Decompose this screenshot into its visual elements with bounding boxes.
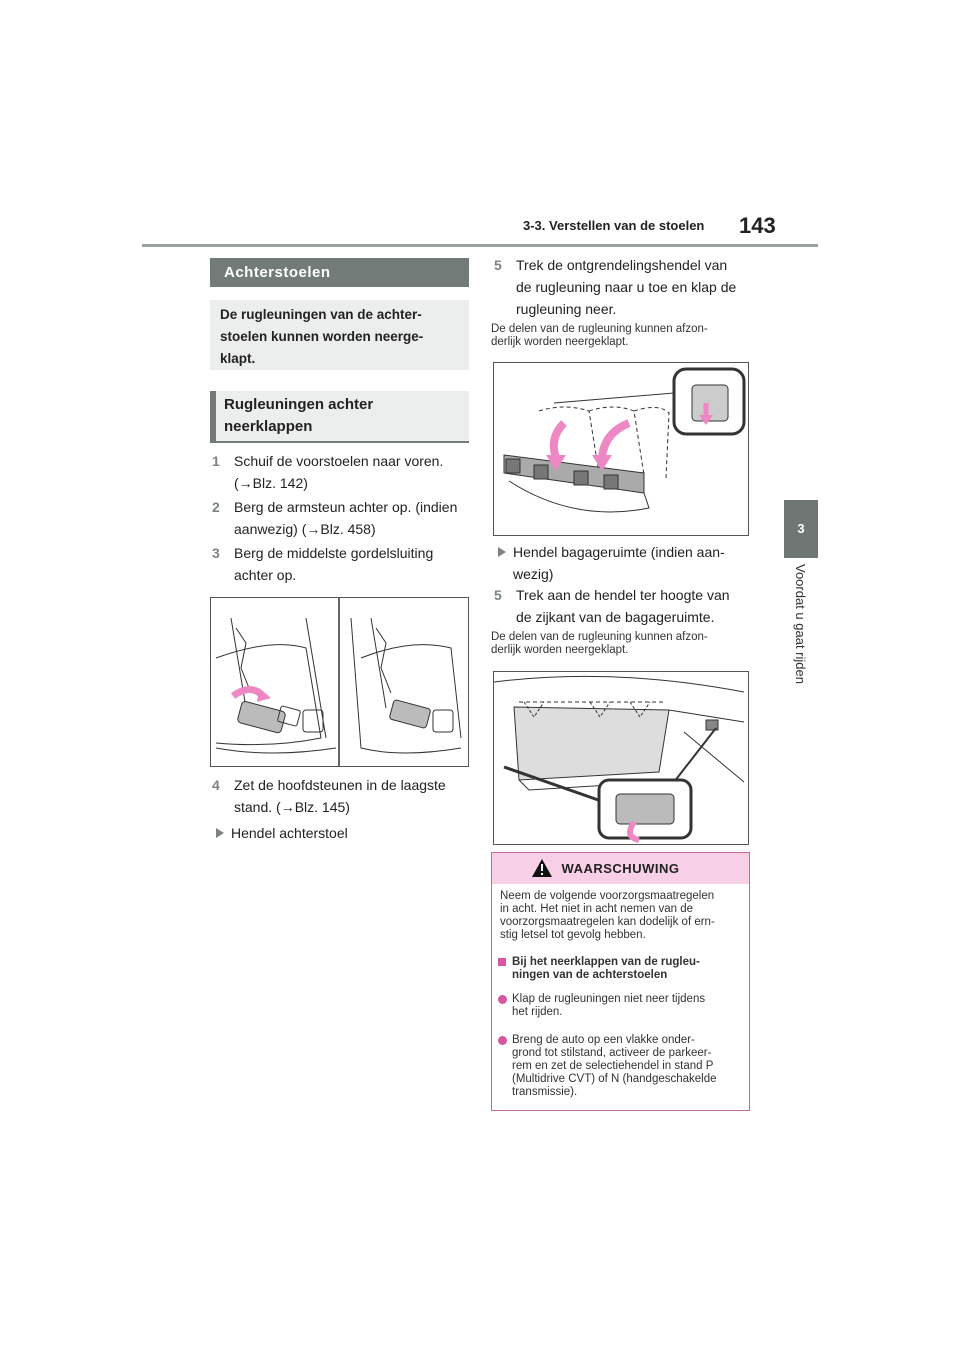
lead-line: stoelen kunnen worden neerge- [220, 329, 424, 344]
subheading [210, 391, 469, 443]
figure-seatbelt-buckle [210, 597, 469, 767]
step-number: 3 [212, 545, 220, 561]
note-text: De delen van de rugleuning kunnen afzon- [491, 323, 708, 335]
step-2 [212, 496, 472, 542]
step-number: 4 [212, 777, 220, 793]
step-text: Schuif de voorstoelen naar voren. [234, 453, 444, 469]
step-text: achter op. [234, 567, 297, 583]
note-text: derlijk worden neergeklapt. [491, 336, 629, 348]
bullet-rear-seat-lever [212, 822, 472, 844]
page-number: 143 [739, 213, 776, 238]
step-5a [494, 254, 754, 322]
square-bullet-icon [498, 958, 506, 966]
warning-intro-line: voorzorgsmaatregelen kan dodelijk of ern- [500, 916, 715, 928]
step-number: 1 [212, 453, 220, 469]
bullet-luggage-lever [494, 541, 754, 585]
step-number: 2 [212, 499, 220, 515]
warning-heading-line: Bij het neerklappen van de rugleu- [512, 956, 700, 968]
step-text: Trek aan de hendel ter hoogte van [516, 587, 730, 603]
chapter-label: Voordat u gaat rijden [793, 564, 808, 684]
step-text: Berg de armsteun achter op. (indien [234, 499, 458, 515]
step-number: 5 [494, 257, 502, 273]
step-4 [212, 774, 472, 820]
lead-box [210, 300, 469, 370]
note-text: De delen van de rugleuning kunnen afzon- [491, 631, 708, 643]
warning-item-line: grond tot stilstand, activeer de parkeer- [512, 1047, 712, 1059]
step-1 [212, 450, 472, 496]
warning-intro-line: Neem de volgende voorzorgsmaatregelen [500, 890, 715, 902]
warning-item-line: (Multidrive CVT) of N (handgeschakelde [512, 1073, 717, 1085]
section-title: Achterstoelen [210, 258, 469, 287]
warning-item-line: rem en zet de selectiehendel in stand P [512, 1060, 714, 1072]
seatbelt-illustration [211, 598, 468, 766]
step-text: Trek de ontgrendelingshendel van [516, 257, 728, 273]
luggage-illustration [494, 672, 748, 844]
dot-bullet-icon [498, 1036, 507, 1045]
triangle-bullet-icon [216, 828, 224, 838]
warning-heading [498, 956, 746, 982]
lead-line: De rugleuningen van de achter- [220, 307, 422, 322]
triangle-bullet-icon [498, 547, 506, 557]
bullet-text: Hendel bagageruimte (indien aan- [513, 544, 725, 560]
header-rule [142, 244, 818, 247]
step-3 [212, 542, 472, 588]
seat-fold-illustration [494, 363, 748, 535]
step-text: Berg de middelste gordelsluiting [234, 545, 434, 561]
step-text: de rugleuning naar u toe en klap de [516, 279, 737, 295]
figure-luggage-lever [493, 671, 749, 845]
step-text: stand. (→Blz. 145) [234, 799, 350, 815]
warning-title: WAARSCHUWING [561, 861, 680, 876]
warning-item [498, 993, 746, 1019]
warning-item-line: transmissie). [512, 1086, 578, 1098]
step-5b [494, 584, 754, 630]
subheading-line: Rugleuningen achter [224, 396, 374, 413]
step-text: (→Blz. 142) [234, 475, 308, 491]
chapter-tab: 3 [784, 500, 818, 558]
note-1 [491, 323, 753, 349]
note-text: derlijk worden neergeklapt. [491, 644, 629, 656]
warning-intro-line: in acht. Het niet in acht nemen van de [500, 903, 694, 915]
section-header: 3-3. Verstellen van de stoelen [523, 218, 705, 233]
step-text: aanwezig) (→Blz. 458) [234, 521, 376, 537]
warning-header [492, 853, 749, 884]
warning-triangle-icon [532, 859, 552, 877]
warning-intro-line: stig letsel tot gevolg hebben. [500, 929, 646, 941]
figure-rear-seat-fold [493, 362, 749, 536]
warning-intro [500, 890, 746, 942]
bullet-text: Hendel achterstoel [231, 825, 348, 841]
bullet-text: wezig) [513, 566, 554, 582]
note-2 [491, 631, 753, 657]
warning-item-line: Klap de rugleuningen niet neer tijdens [512, 993, 706, 1005]
step-text: Zet de hoofdsteunen in de laagste [234, 777, 446, 793]
subheading-line: neerklappen [224, 418, 313, 435]
warning-heading-line: ningen van de achterstoelen [512, 969, 668, 981]
warning-item-line: het rijden. [512, 1006, 563, 1018]
step-number: 5 [494, 587, 502, 603]
warning-item [498, 1034, 746, 1099]
dot-bullet-icon [498, 995, 507, 1004]
warning-item-line: Breng de auto op een vlakke onder- [512, 1034, 695, 1046]
step-text: rugleuning neer. [516, 301, 617, 317]
lead-line: klapt. [220, 351, 256, 366]
step-text: de zijkant van de bagageruimte. [516, 609, 715, 625]
warning-box [491, 852, 750, 1111]
